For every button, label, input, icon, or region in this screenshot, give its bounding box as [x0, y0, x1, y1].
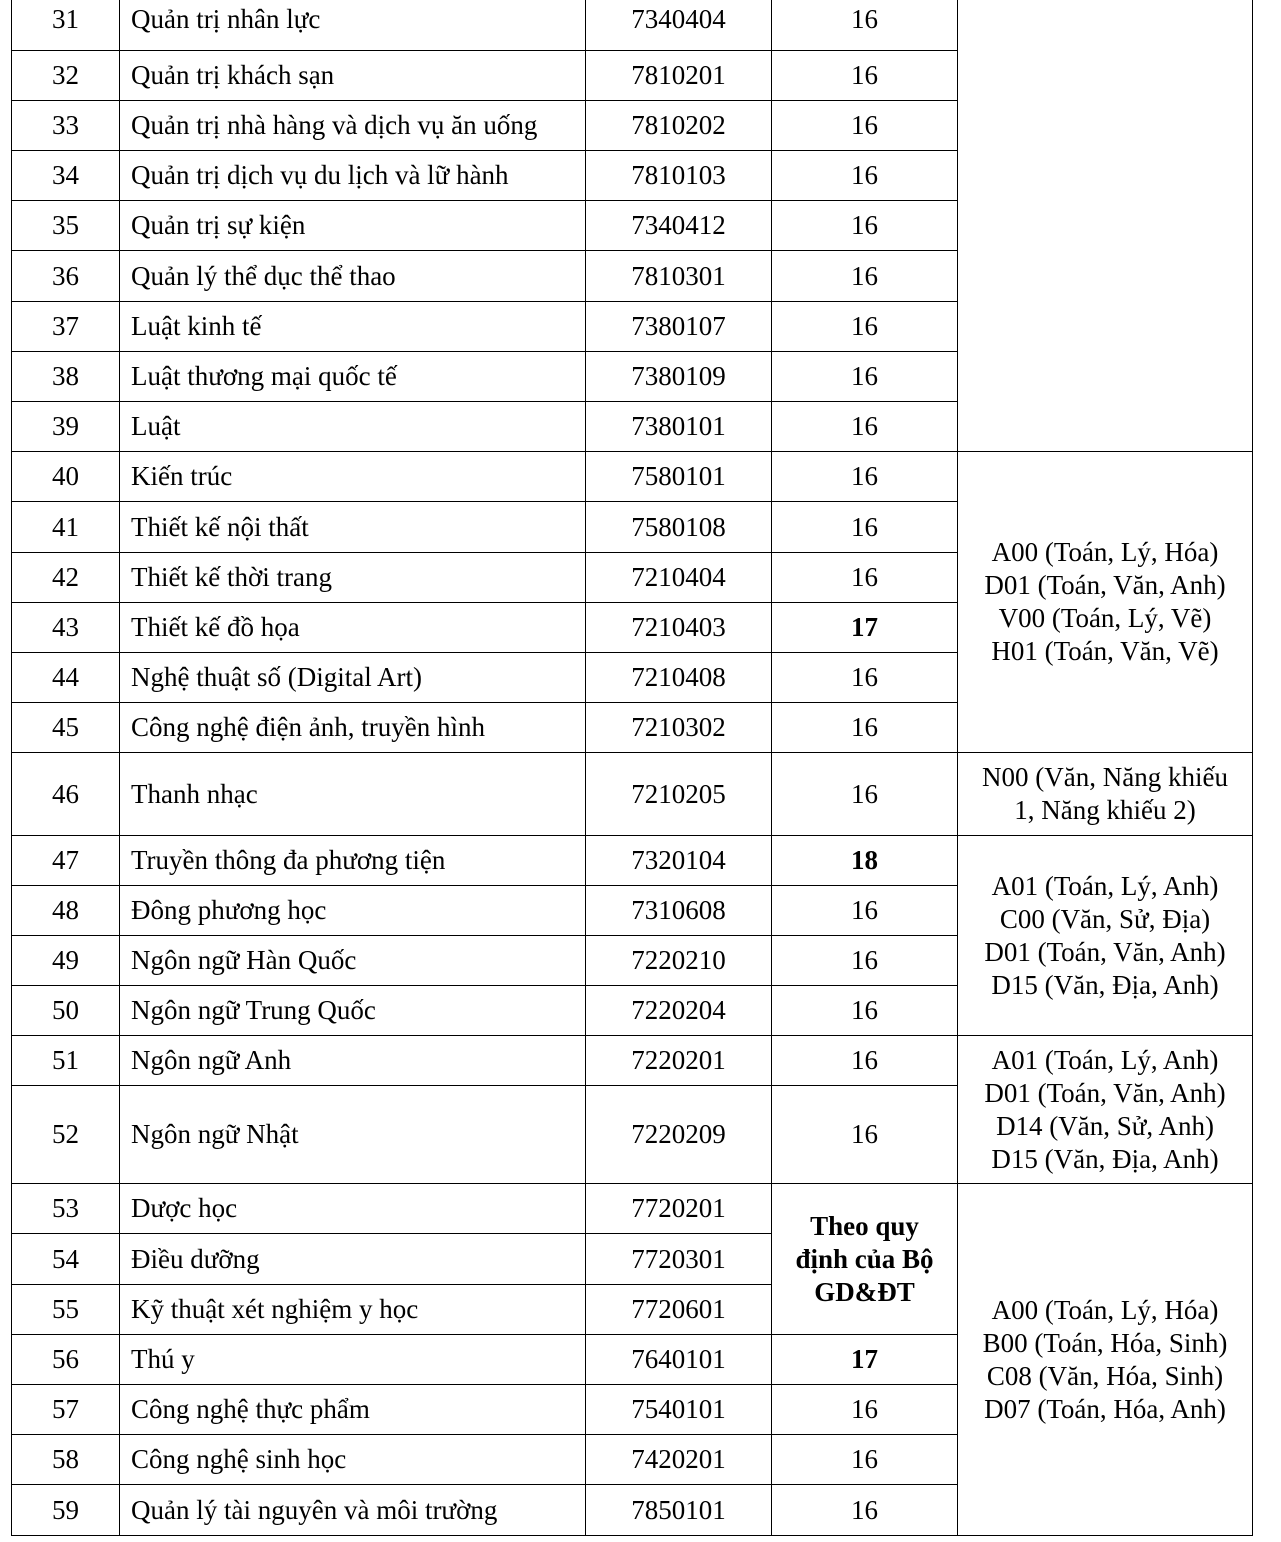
major-code: 7380107: [586, 302, 772, 352]
major-name: Truyền thông đa phương tiện: [120, 836, 586, 886]
row-number: 36: [12, 251, 120, 302]
row-number: 31: [12, 0, 120, 51]
major-name: Ngôn ngữ Anh: [120, 1036, 586, 1086]
combination-line: A00 (Toán, Lý, Hóa): [991, 1294, 1219, 1325]
row-number: 48: [12, 886, 120, 936]
threshold-score: 16: [772, 101, 958, 151]
threshold-score: 16: [772, 553, 958, 603]
combination-line: V00 (Toán, Lý, Vẽ): [998, 603, 1212, 633]
combination-line: A00 (Toán, Lý, Hóa): [991, 537, 1219, 567]
major-name: Nghệ thuật số (Digital Art): [120, 653, 586, 703]
subject-combination: [958, 452, 1253, 753]
threshold-score: 16: [772, 452, 958, 502]
combination-line: B00 (Toán, Hóa, Sinh): [982, 1327, 1228, 1358]
threshold-score: 16: [772, 936, 958, 986]
admission-table-body: [12, 0, 1253, 1536]
major-code: 7720601: [586, 1285, 772, 1335]
major-code: 7210404: [586, 553, 772, 603]
row-number: 49: [12, 936, 120, 986]
major-name: Quản lý thể dục thể thao: [120, 251, 586, 302]
threshold-score: 16: [772, 753, 958, 836]
score-note-line: GD&ĐT: [814, 1276, 915, 1307]
major-code: 7220210: [586, 936, 772, 986]
combination-line: A01 (Toán, Lý, Anh): [991, 1044, 1219, 1075]
major-code: 7640101: [586, 1335, 772, 1385]
table-row: [12, 1184, 1253, 1234]
major-code: 7720201: [586, 1184, 772, 1234]
major-name: Thiết kế nội thất: [120, 502, 586, 553]
row-number: 39: [12, 402, 120, 452]
major-name: Ngôn ngữ Trung Quốc: [120, 986, 586, 1036]
row-number: 33: [12, 101, 120, 151]
major-name: Công nghệ điện ảnh, truyền hình: [120, 703, 586, 753]
score-note-line: định của Bộ: [795, 1243, 934, 1274]
subject-combination: [958, 1184, 1253, 1536]
major-code: 7810301: [586, 251, 772, 302]
major-name: Ngôn ngữ Nhật: [120, 1086, 586, 1184]
combination-line: D07 (Toán, Hóa, Anh): [984, 1393, 1226, 1424]
major-name: Công nghệ sinh học: [120, 1435, 586, 1485]
combination-line: D01 (Toán, Văn, Anh): [984, 1077, 1226, 1108]
major-code: 7580108: [586, 502, 772, 553]
major-code: 7380101: [586, 402, 772, 452]
major-name: Thú y: [120, 1335, 586, 1385]
row-number: 38: [12, 352, 120, 402]
row-number: 47: [12, 836, 120, 886]
major-code: 7340412: [586, 201, 772, 251]
major-name: Kiến trúc: [120, 452, 586, 502]
threshold-score: 16: [772, 886, 958, 936]
major-name: Quản lý tài nguyên và môi trường: [120, 1485, 586, 1536]
subject-combination: [958, 1036, 1253, 1184]
row-number: 53: [12, 1184, 120, 1234]
threshold-score: 17: [772, 1335, 958, 1385]
combination-line: D14 (Văn, Sử, Anh): [996, 1110, 1214, 1141]
table-row: [12, 0, 1253, 51]
major-code: 7210302: [586, 703, 772, 753]
row-number: 54: [12, 1234, 120, 1285]
threshold-score: 17: [772, 603, 958, 653]
threshold-score: 16: [772, 986, 958, 1036]
threshold-score: 16: [772, 151, 958, 201]
threshold-score: 16: [772, 302, 958, 352]
row-number: 44: [12, 653, 120, 703]
row-number: 43: [12, 603, 120, 653]
threshold-score: 16: [772, 1036, 958, 1086]
threshold-score: 16: [772, 352, 958, 402]
combination-line: A01 (Toán, Lý, Anh): [991, 870, 1219, 901]
combination-line: D01 (Toán, Văn, Anh): [984, 936, 1226, 967]
combination-line: 1, Năng khiếu 2): [1014, 795, 1196, 825]
row-number: 45: [12, 703, 120, 753]
major-name: Điều dưỡng: [120, 1234, 586, 1285]
row-number: 46: [12, 753, 120, 836]
major-code: 7210408: [586, 653, 772, 703]
major-name: Công nghệ thực phẩm: [120, 1385, 586, 1435]
subject-combination: [958, 753, 1253, 836]
major-name: Kỹ thuật xét nghiệm y học: [120, 1285, 586, 1335]
major-code: 7320104: [586, 836, 772, 886]
threshold-score: 16: [772, 251, 958, 302]
row-number: 40: [12, 452, 120, 502]
major-code: 7720301: [586, 1234, 772, 1285]
major-code: 7850101: [586, 1485, 772, 1536]
threshold-score: 16: [772, 1086, 958, 1184]
major-code: 7810103: [586, 151, 772, 201]
major-name: Luật kinh tế: [120, 302, 586, 352]
combination-line: C00 (Văn, Sử, Địa): [999, 903, 1211, 934]
row-number: 55: [12, 1285, 120, 1335]
threshold-score: 16: [772, 1485, 958, 1536]
admission-table: [11, 0, 1253, 1536]
threshold-score: 16: [772, 1435, 958, 1485]
row-number: 59: [12, 1485, 120, 1536]
score-note-line: Theo quy: [810, 1210, 919, 1241]
major-name: Thiết kế thời trang: [120, 553, 586, 603]
threshold-score: 16: [772, 201, 958, 251]
major-code: 7340404: [586, 0, 772, 51]
threshold-score: 16: [772, 1385, 958, 1435]
major-name: Quản trị sự kiện: [120, 201, 586, 251]
row-number: 56: [12, 1335, 120, 1385]
threshold-score: 16: [772, 51, 958, 101]
major-code: 7580101: [586, 452, 772, 502]
major-code: 7540101: [586, 1385, 772, 1435]
major-code: 7210205: [586, 753, 772, 836]
major-name: Đông phương học: [120, 886, 586, 936]
score-note: [772, 1184, 958, 1335]
row-number: 37: [12, 302, 120, 352]
major-name: Thanh nhạc: [120, 753, 586, 836]
major-code: 7420201: [586, 1435, 772, 1485]
threshold-score: 16: [772, 502, 958, 553]
row-number: 58: [12, 1435, 120, 1485]
threshold-score: 18: [772, 836, 958, 886]
row-number: 57: [12, 1385, 120, 1435]
row-number: 52: [12, 1086, 120, 1184]
major-name: Quản trị nhà hàng và dịch vụ ăn uống: [120, 101, 586, 151]
major-name: Quản trị nhân lực: [120, 0, 586, 51]
major-code: 7210403: [586, 603, 772, 653]
table-row: [12, 1036, 1253, 1086]
threshold-score: 16: [772, 402, 958, 452]
major-code: 7380109: [586, 352, 772, 402]
combination-line: D15 (Văn, Địa, Anh): [991, 969, 1219, 1000]
major-name: Thiết kế đồ họa: [120, 603, 586, 653]
row-number: 42: [12, 553, 120, 603]
threshold-score: 16: [772, 0, 958, 51]
combination-line: N00 (Văn, Năng khiếu: [982, 762, 1228, 792]
subject-combination: [958, 836, 1253, 1036]
combination-line: H01 (Toán, Văn, Vẽ): [991, 636, 1219, 666]
major-name: Luật: [120, 402, 586, 452]
major-name: Dược học: [120, 1184, 586, 1234]
row-number: 32: [12, 51, 120, 101]
combination-line: D01 (Toán, Văn, Anh): [984, 570, 1226, 600]
major-name: Luật thương mại quốc tế: [120, 352, 586, 402]
threshold-score: 16: [772, 653, 958, 703]
threshold-score: 16: [772, 703, 958, 753]
major-code: 7220204: [586, 986, 772, 1036]
combination-line: C08 (Văn, Hóa, Sinh): [986, 1360, 1224, 1391]
row-number: 51: [12, 1036, 120, 1086]
table-row: [12, 452, 1253, 502]
major-code: 7310608: [586, 886, 772, 936]
row-number: 35: [12, 201, 120, 251]
major-code: 7810201: [586, 51, 772, 101]
major-name: Quản trị khách sạn: [120, 51, 586, 101]
table-row: [12, 753, 1253, 836]
subject-combination: [958, 0, 1253, 452]
major-code: 7810202: [586, 101, 772, 151]
major-name: Ngôn ngữ Hàn Quốc: [120, 936, 586, 986]
row-number: 34: [12, 151, 120, 201]
row-number: 50: [12, 986, 120, 1036]
major-code: 7220201: [586, 1036, 772, 1086]
major-name: Quản trị dịch vụ du lịch và lữ hành: [120, 151, 586, 201]
table-row: [12, 836, 1253, 886]
row-number: 41: [12, 502, 120, 553]
major-code: 7220209: [586, 1086, 772, 1184]
combination-line: D15 (Văn, Địa, Anh): [991, 1143, 1219, 1174]
